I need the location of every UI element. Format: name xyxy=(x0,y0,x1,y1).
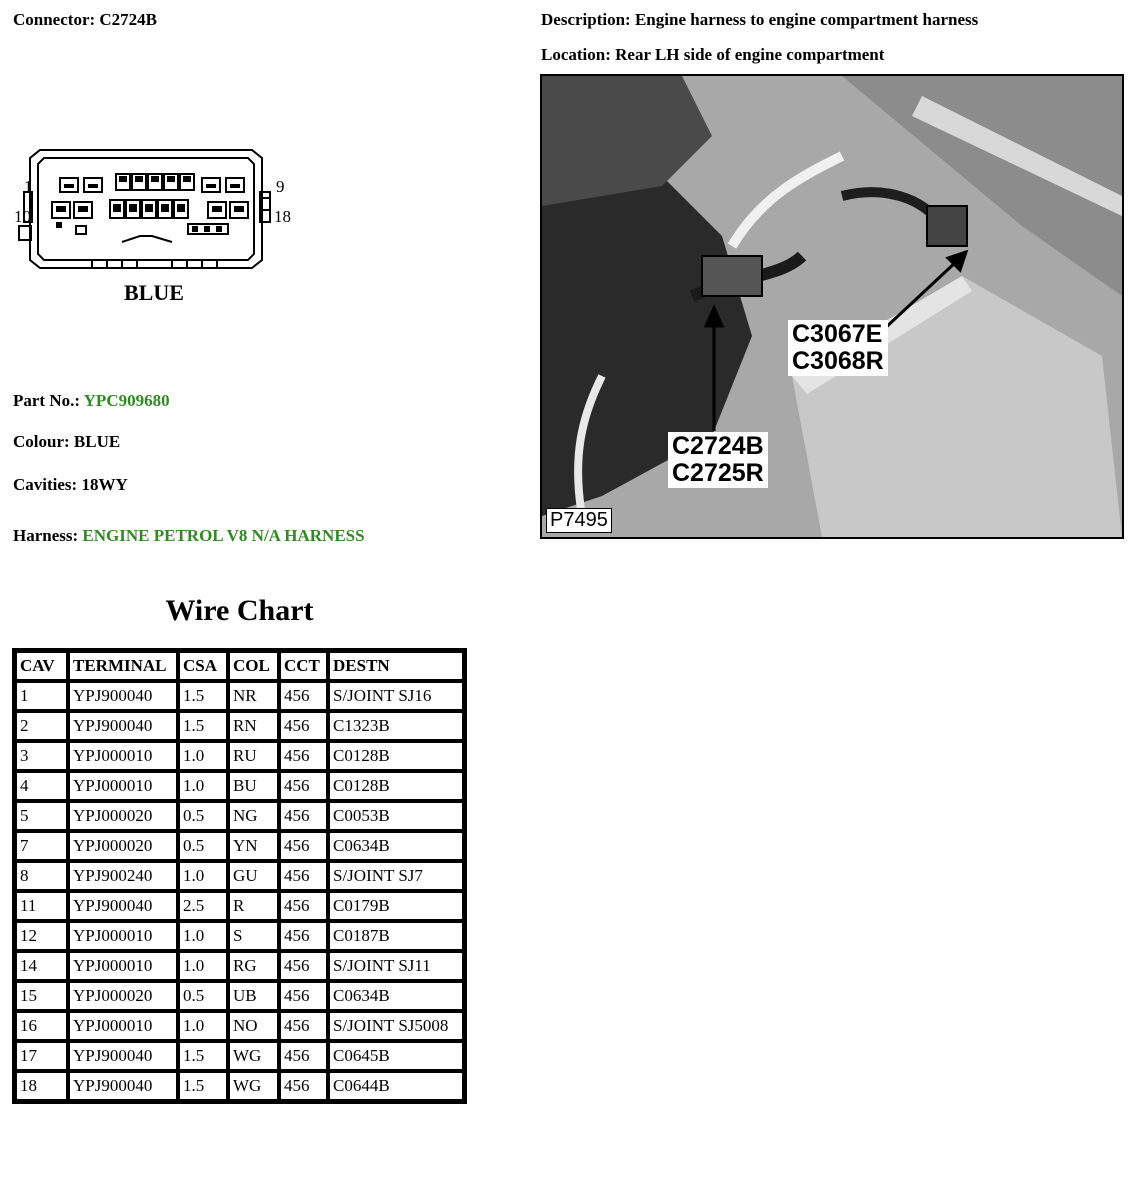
cell-col: S xyxy=(228,921,279,951)
cell-col: NG xyxy=(228,801,279,831)
cell-cct: 456 xyxy=(279,771,328,801)
cell-terminal: YPJ900040 xyxy=(68,1041,178,1071)
description-value: Engine harness to engine compartment harness xyxy=(634,10,979,29)
colour-line xyxy=(13,432,120,452)
pin-label-9: 9 xyxy=(276,177,285,196)
cell-cct: 456 xyxy=(279,801,328,831)
cell-cav: 1 xyxy=(15,681,68,711)
part-no-line xyxy=(13,391,170,411)
part-no-label: Part No.: xyxy=(13,391,81,410)
cell-cav: 5 xyxy=(15,801,68,831)
header-terminal: TERMINAL xyxy=(68,651,178,681)
table-row xyxy=(15,741,464,771)
cell-cct: 456 xyxy=(279,1011,328,1041)
cell-terminal: YPJ000020 xyxy=(68,981,178,1011)
cell-cav: 17 xyxy=(15,1041,68,1071)
cell-col: GU xyxy=(228,861,279,891)
cell-destn: C0128B xyxy=(328,771,464,801)
cell-cav: 8 xyxy=(15,861,68,891)
cell-csa: 1.5 xyxy=(178,1041,228,1071)
part-no-value: YPC909680 xyxy=(83,391,170,410)
colour-label: Colour: xyxy=(13,432,70,451)
cavities-value: 18WY xyxy=(81,475,128,494)
table-header-row xyxy=(15,651,464,681)
cell-terminal: YPJ000010 xyxy=(68,951,178,981)
cell-col: RG xyxy=(228,951,279,981)
callout-upper-line-1: C3067E xyxy=(792,320,883,348)
colour-value: BLUE xyxy=(73,432,121,451)
diagram-colour-caption: BLUE xyxy=(124,280,184,305)
cell-destn: C0645B xyxy=(328,1041,464,1071)
cell-cct: 456 xyxy=(279,951,328,981)
cell-cct: 456 xyxy=(279,711,328,741)
table-row xyxy=(15,981,464,1011)
description-line xyxy=(541,10,978,30)
connector-line xyxy=(13,10,157,30)
cell-cav: 15 xyxy=(15,981,68,1011)
cell-col: RU xyxy=(228,741,279,771)
cell-cct: 456 xyxy=(279,921,328,951)
cell-destn: C0179B xyxy=(328,891,464,921)
cavities-label: Cavities: xyxy=(13,475,78,494)
table-row xyxy=(15,861,464,891)
location-value: Rear LH side of engine compartment xyxy=(615,45,885,64)
photo-reference: P7495 xyxy=(546,508,612,533)
callout-upper-line-2: C3068R xyxy=(792,347,884,375)
harness-value: ENGINE PETROL V8 N/A HARNESS xyxy=(82,526,365,545)
cell-col: NO xyxy=(228,1011,279,1041)
cell-cct: 456 xyxy=(279,891,328,921)
cell-cav: 3 xyxy=(15,741,68,771)
cell-csa: 1.0 xyxy=(178,861,228,891)
cavities-line xyxy=(13,475,128,495)
cell-cav: 18 xyxy=(15,1071,68,1101)
cell-destn: C0634B xyxy=(328,831,464,861)
cell-col: YN xyxy=(228,831,279,861)
cell-csa: 1.0 xyxy=(178,951,228,981)
cell-cct: 456 xyxy=(279,681,328,711)
cell-cav: 12 xyxy=(15,921,68,951)
cell-terminal: YPJ000010 xyxy=(68,741,178,771)
cell-terminal: YPJ000010 xyxy=(68,1011,178,1041)
cell-destn: C0634B xyxy=(328,981,464,1011)
header-cct: CCT xyxy=(279,651,328,681)
cell-terminal: YPJ900240 xyxy=(68,861,178,891)
header-csa: CSA xyxy=(178,651,228,681)
cell-col: WG xyxy=(228,1041,279,1071)
cell-csa: 1.5 xyxy=(178,681,228,711)
cell-cct: 456 xyxy=(279,981,328,1011)
cell-terminal: YPJ900040 xyxy=(68,1071,178,1101)
harness-line xyxy=(13,526,365,546)
cell-destn: C0053B xyxy=(328,801,464,831)
table-row xyxy=(15,891,464,921)
pin-label-1: 1 xyxy=(24,177,33,196)
location-label: Location: xyxy=(541,45,611,64)
cell-cav: 14 xyxy=(15,951,68,981)
callout-c2724b xyxy=(668,432,768,488)
cell-csa: 1.0 xyxy=(178,921,228,951)
cell-csa: 1.0 xyxy=(178,771,228,801)
wire-chart-table xyxy=(12,648,467,1104)
cell-csa: 0.5 xyxy=(178,801,228,831)
table-row xyxy=(15,1041,464,1071)
location-line xyxy=(541,45,884,65)
cell-terminal: YPJ000020 xyxy=(68,801,178,831)
cell-cct: 456 xyxy=(279,1041,328,1071)
harness-label: Harness: xyxy=(13,526,79,545)
cell-cav: 4 xyxy=(15,771,68,801)
cell-destn: C1323B xyxy=(328,711,464,741)
cell-destn: S/JOINT SJ7 xyxy=(328,861,464,891)
cell-terminal: YPJ900040 xyxy=(68,891,178,921)
table-row xyxy=(15,711,464,741)
cell-csa: 1.5 xyxy=(178,711,228,741)
table-row xyxy=(15,951,464,981)
table-row xyxy=(15,921,464,951)
table-row xyxy=(15,801,464,831)
cell-col: NR xyxy=(228,681,279,711)
cell-csa: 1.0 xyxy=(178,1011,228,1041)
table-row xyxy=(15,831,464,861)
cell-csa: 0.5 xyxy=(178,831,228,861)
connector-value: C2724B xyxy=(99,10,158,29)
cell-cct: 456 xyxy=(279,1071,328,1101)
connector-face-drawing xyxy=(12,140,302,315)
cell-destn: S/JOINT SJ16 xyxy=(328,681,464,711)
cell-col: BU xyxy=(228,771,279,801)
callout-lower-line-2: C2725R xyxy=(672,459,764,487)
callout-lower-line-1: C2724B xyxy=(672,432,764,460)
table-row xyxy=(15,1011,464,1041)
table-row xyxy=(15,771,464,801)
engine-compartment-photo xyxy=(540,74,1124,539)
cell-csa: 1.5 xyxy=(178,1071,228,1101)
cell-col: WG xyxy=(228,1071,279,1101)
cell-csa: 2.5 xyxy=(178,891,228,921)
cell-terminal: YPJ900040 xyxy=(68,711,178,741)
cell-destn: S/JOINT SJ11 xyxy=(328,951,464,981)
cell-cav: 11 xyxy=(15,891,68,921)
table-row xyxy=(15,681,464,711)
connector-label: Connector: xyxy=(13,10,96,29)
connector-face-diagram xyxy=(12,140,302,315)
cell-col: R xyxy=(228,891,279,921)
callout-c3067e xyxy=(788,320,888,376)
cell-terminal: YPJ900040 xyxy=(68,681,178,711)
cell-cav: 2 xyxy=(15,711,68,741)
pin-label-10: 10 xyxy=(14,207,31,226)
cell-cav: 7 xyxy=(15,831,68,861)
header-col: COL xyxy=(228,651,279,681)
cell-terminal: YPJ000020 xyxy=(68,831,178,861)
header-cav: CAV xyxy=(15,651,68,681)
cell-destn: C0128B xyxy=(328,741,464,771)
cell-terminal: YPJ000010 xyxy=(68,921,178,951)
wire-chart-body xyxy=(15,681,464,1101)
cell-cav: 16 xyxy=(15,1011,68,1041)
wire-chart-title: Wire Chart xyxy=(165,594,314,627)
cell-cct: 456 xyxy=(279,831,328,861)
description-label: Description: xyxy=(541,10,631,29)
cell-cct: 456 xyxy=(279,741,328,771)
cell-csa: 0.5 xyxy=(178,981,228,1011)
cell-destn: C0187B xyxy=(328,921,464,951)
engine-bay-illustration xyxy=(542,76,1122,537)
header-destn: DESTN xyxy=(328,651,464,681)
cell-col: RN xyxy=(228,711,279,741)
cell-destn: S/JOINT SJ5008 xyxy=(328,1011,464,1041)
cell-terminal: YPJ000010 xyxy=(68,771,178,801)
cell-cct: 456 xyxy=(279,861,328,891)
cell-csa: 1.0 xyxy=(178,741,228,771)
pin-label-18: 18 xyxy=(274,207,291,226)
cell-col: UB xyxy=(228,981,279,1011)
cell-destn: C0644B xyxy=(328,1071,464,1101)
table-row xyxy=(15,1071,464,1101)
